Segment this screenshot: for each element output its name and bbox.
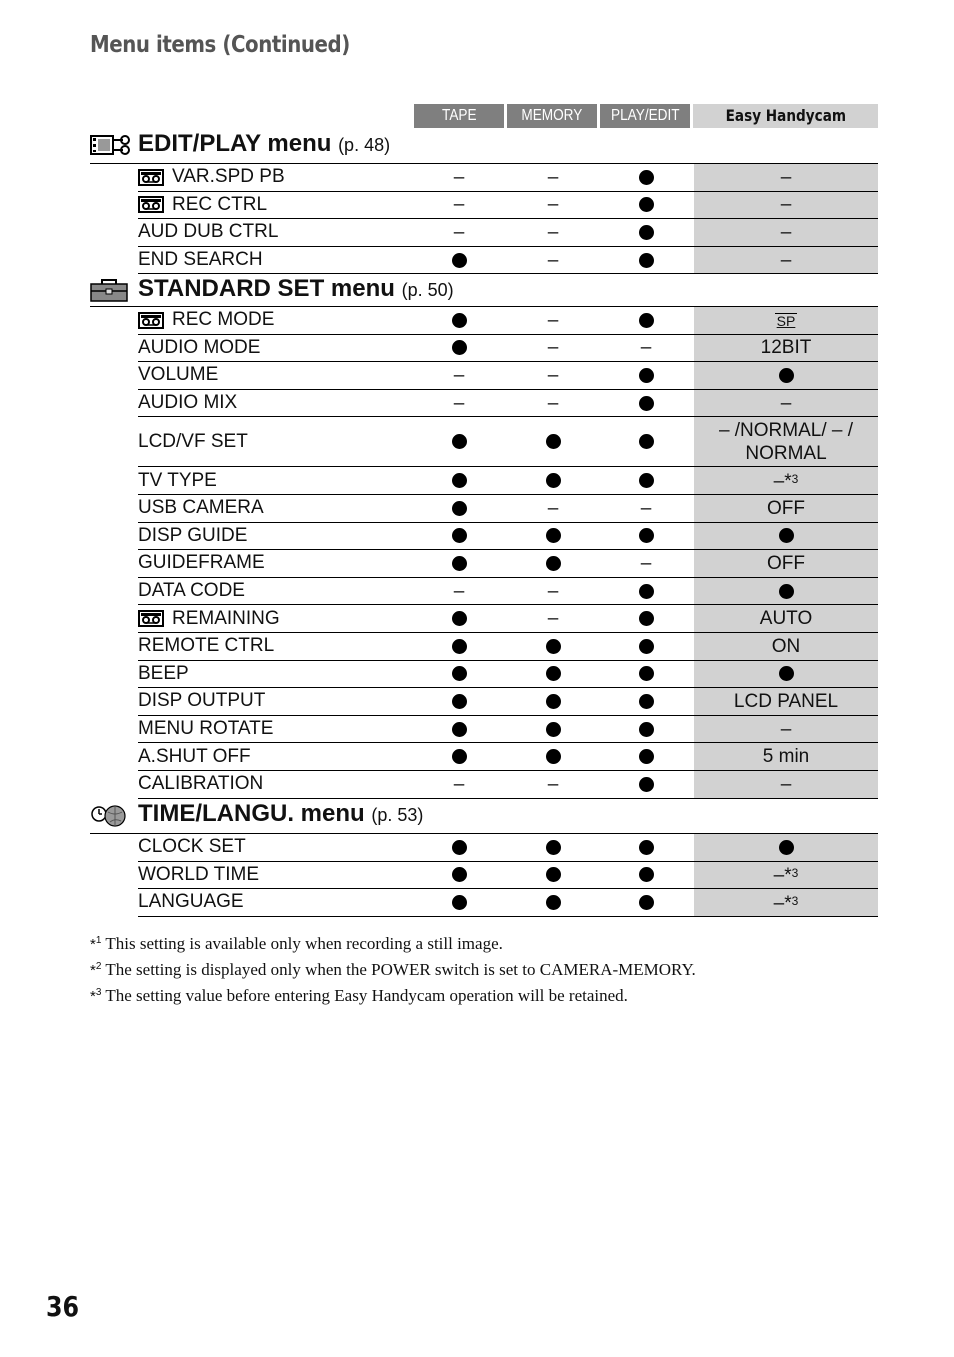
cell-value: – [640, 552, 652, 574]
cell-memory [508, 390, 598, 417]
cell-value: 12BIT [760, 337, 812, 359]
cell-memory [508, 633, 598, 660]
cell-memory [508, 192, 598, 219]
supported-dot [639, 473, 654, 488]
supported-dot [639, 584, 654, 599]
supported-dot [452, 556, 467, 571]
cell-tape [414, 523, 504, 550]
cell-value: – [780, 194, 792, 216]
supported-dot [639, 895, 654, 910]
menu-item-label: REMAINING [172, 607, 280, 629]
cell-value: – [547, 221, 559, 243]
supported-dot [452, 473, 467, 488]
table-row [90, 771, 878, 799]
supported-dot [452, 694, 467, 709]
cell-memory [508, 605, 598, 632]
cell-easy [694, 192, 878, 219]
cell-value: – [640, 497, 652, 519]
menu-item-name [138, 743, 251, 770]
table-row [90, 523, 878, 551]
menu-item-name [138, 834, 246, 861]
cell-memory [508, 661, 598, 688]
supported-dot [639, 197, 654, 212]
toolbox-icon [90, 277, 128, 308]
menu-item-name [138, 523, 247, 550]
supported-dot [546, 867, 561, 882]
supported-dot [452, 867, 467, 882]
supported-dot [639, 777, 654, 792]
cell-easy [694, 164, 878, 191]
section-title [138, 275, 454, 303]
cell-tape [414, 390, 504, 417]
cell-value: – [547, 249, 559, 271]
cell-play-edit [601, 661, 691, 688]
cell-memory [508, 335, 598, 362]
cell-tape [414, 192, 504, 219]
cell-easy [694, 889, 878, 916]
cell-value: – [547, 773, 559, 795]
menu-item-label: REMOTE CTRL [138, 635, 275, 657]
cell-easy [694, 862, 878, 889]
supported-dot [452, 722, 467, 737]
cell-tape [414, 889, 504, 916]
cell-play-edit [601, 550, 691, 577]
cell-easy [694, 523, 878, 550]
supported-dot [639, 170, 654, 185]
menu-item-name [138, 633, 274, 660]
cell-easy [694, 417, 878, 466]
menu-item-label: REC MODE [172, 309, 275, 331]
cell-easy [694, 661, 878, 688]
cell-value: OFF [767, 552, 805, 574]
menu-item-name [138, 862, 259, 889]
supported-dot [639, 666, 654, 681]
row-indent [90, 273, 138, 274]
menu-item-label: CALIBRATION [138, 773, 264, 795]
column-header-easy-handycam: Easy Handycam [693, 104, 878, 128]
menu-item-label: VOLUME [138, 364, 219, 386]
cell-play-edit [601, 523, 691, 550]
section-title-text: TIME/LANGU. menu [138, 800, 365, 827]
cell-tape [414, 661, 504, 688]
cell-value: – /NORMAL/ – / NORMAL [718, 419, 854, 464]
supported-dot [546, 895, 561, 910]
cell-tape [414, 550, 504, 577]
cell-memory [508, 307, 598, 334]
supported-dot [639, 368, 654, 383]
cell-value: – [640, 337, 652, 359]
value-with-footnote: –*$^3$ [773, 865, 799, 887]
cell-tape [414, 578, 504, 605]
table-row [90, 716, 878, 744]
supported-dot [639, 396, 654, 411]
table-row [90, 417, 878, 467]
cell-value: ON [771, 635, 801, 657]
cell-memory [508, 417, 598, 466]
cell-value: AUTO [759, 608, 813, 630]
cell-play-edit [601, 417, 691, 466]
cell-easy [694, 688, 878, 715]
cell-easy [694, 550, 878, 577]
cell-easy [694, 633, 878, 660]
supported-dot [452, 501, 467, 516]
row-indent [90, 798, 138, 799]
supported-dot [452, 749, 467, 764]
cell-play-edit [601, 192, 691, 219]
cassette-tape-icon [138, 169, 164, 186]
cell-easy [694, 605, 878, 632]
column-header-play-edit: PLAY/EDIT [600, 104, 690, 128]
table-row [90, 390, 878, 418]
table-row [90, 661, 878, 689]
supported-dot [452, 840, 467, 855]
menu-item-name [138, 417, 248, 466]
table-row [90, 307, 878, 335]
cell-tape [414, 771, 504, 798]
menu-item-label: TV TYPE [138, 469, 217, 491]
cell-memory [508, 164, 598, 191]
supported-dot [546, 694, 561, 709]
supported-dot [452, 340, 467, 355]
supported-dot [639, 639, 654, 654]
cell-easy [694, 495, 878, 522]
cell-easy [694, 716, 878, 743]
cell-easy [694, 362, 878, 389]
cell-value: – [547, 580, 559, 602]
supported-dot [452, 434, 467, 449]
menu-item-label: AUD DUB CTRL [138, 221, 279, 243]
cell-tape [414, 335, 504, 362]
cell-memory [508, 771, 598, 798]
cell-play-edit [601, 862, 691, 889]
cell-memory [508, 550, 598, 577]
cell-value: – [547, 309, 559, 331]
supported-dot [452, 611, 467, 626]
cassette-tape-icon [138, 312, 164, 329]
supported-dot [779, 528, 794, 543]
menu-item-label: REC CTRL [172, 193, 268, 215]
menu-item-name [138, 192, 267, 219]
menu-item-name [138, 362, 218, 389]
menu-item-label: LANGUAGE [138, 891, 244, 913]
cell-value: – [453, 773, 465, 795]
supported-dot [639, 528, 654, 543]
table-row [90, 550, 878, 578]
cell-memory [508, 743, 598, 770]
cell-tape [414, 495, 504, 522]
supported-dot [639, 722, 654, 737]
table-row [90, 743, 878, 771]
menu-item-name [138, 578, 245, 605]
menu-item-label: CLOCK SET [138, 836, 246, 858]
page-title: Menu items (Continued) [90, 32, 350, 58]
supported-dot [639, 840, 654, 855]
cell-memory [508, 578, 598, 605]
menu-item-label: AUDIO MIX [138, 392, 238, 414]
table-row [90, 834, 878, 862]
menu-item-label: VAR.SPD PB [172, 166, 285, 188]
cell-tape [414, 219, 504, 246]
supported-dot [452, 895, 467, 910]
menu-item-label: MENU ROTATE [138, 718, 274, 740]
cell-tape [414, 362, 504, 389]
supported-dot [452, 528, 467, 543]
cell-easy [694, 335, 878, 362]
cell-tape [414, 633, 504, 660]
clock-globe-icon [90, 802, 128, 833]
supported-dot [546, 434, 561, 449]
cell-memory [508, 523, 598, 550]
menu-item-name [138, 164, 285, 191]
cell-value: – [780, 166, 792, 188]
supported-dot [639, 694, 654, 709]
cell-value: – [453, 364, 465, 386]
cell-memory [508, 495, 598, 522]
value-with-footnote: –*$^3$ [773, 892, 799, 914]
supported-dot [546, 639, 561, 654]
cell-tape [414, 247, 504, 274]
section-title-text: STANDARD SET menu [138, 275, 395, 302]
menu-item-name [138, 390, 237, 417]
cell-value: 5 min [762, 746, 810, 768]
cell-play-edit [601, 688, 691, 715]
cell-play-edit [601, 633, 691, 660]
menu-item-label: BEEP [138, 662, 189, 684]
cell-value: – [453, 194, 465, 216]
menu-item-label: LCD/VF SET [138, 430, 248, 452]
menu-item-label: A.SHUT OFF [138, 745, 251, 767]
supported-dot [779, 368, 794, 383]
menu-item-label: DISP OUTPUT [138, 690, 266, 712]
menu-item-name [138, 889, 244, 916]
cell-value: – [547, 608, 559, 630]
footnote: *$^2$ The setting is displayed only when the POWER switch is set to CAMERA-MEMORY. [90, 960, 696, 979]
cassette-tape-icon [138, 196, 164, 213]
supported-dot [546, 840, 561, 855]
edit-play-menu-icon [90, 132, 132, 163]
table-row [90, 495, 878, 523]
column-header-tape: TAPE [414, 104, 504, 128]
cell-play-edit [601, 390, 691, 417]
section-rows [90, 306, 878, 799]
cell-play-edit [601, 578, 691, 605]
cell-play-edit [601, 219, 691, 246]
footnote: *$^1$ This setting is available only when recording a still image. [90, 934, 503, 953]
cell-easy [694, 247, 878, 274]
menu-item-label: AUDIO MODE [138, 336, 261, 358]
supported-dot [546, 473, 561, 488]
cell-tape [414, 834, 504, 861]
supported-dot [546, 528, 561, 543]
supported-dot [546, 722, 561, 737]
rec-mode-value: SP [776, 312, 796, 329]
menu-item-label: DATA CODE [138, 580, 245, 602]
cell-play-edit [601, 495, 691, 522]
cell-tape [414, 605, 504, 632]
table-row [90, 219, 878, 247]
cell-play-edit [601, 716, 691, 743]
cell-easy [694, 219, 878, 246]
table-row [90, 605, 878, 633]
cell-tape [414, 417, 504, 466]
cell-tape [414, 164, 504, 191]
cell-play-edit [601, 889, 691, 916]
cell-easy [694, 578, 878, 605]
cell-value: – [780, 773, 792, 795]
table-row [90, 578, 878, 606]
cell-value: – [547, 194, 559, 216]
table-row [90, 862, 878, 890]
cell-memory [508, 247, 598, 274]
cell-play-edit [601, 247, 691, 274]
table-row [90, 164, 878, 192]
cell-play-edit [601, 164, 691, 191]
cell-tape [414, 688, 504, 715]
table-row [90, 467, 878, 495]
footnotes [90, 930, 696, 1008]
supported-dot [779, 840, 794, 855]
supported-dot [639, 225, 654, 240]
supported-dot [639, 313, 654, 328]
cell-tape [414, 862, 504, 889]
supported-dot [452, 666, 467, 681]
cell-tape [414, 307, 504, 334]
cell-play-edit [601, 467, 691, 494]
cell-play-edit [601, 307, 691, 334]
cell-play-edit [601, 605, 691, 632]
page-number: 36 [46, 1290, 80, 1323]
cell-memory [508, 834, 598, 861]
section-page-ref: (p. 53) [371, 805, 424, 825]
cell-easy [694, 834, 878, 861]
supported-dot [546, 749, 561, 764]
supported-dot [639, 611, 654, 626]
cell-easy [694, 307, 878, 334]
cell-tape [414, 716, 504, 743]
supported-dot [779, 666, 794, 681]
table-row [90, 889, 878, 917]
cell-value: – [453, 221, 465, 243]
menu-item-name [138, 771, 263, 798]
menu-item-label: END SEARCH [138, 249, 263, 271]
cell-value: – [547, 497, 559, 519]
cell-memory [508, 716, 598, 743]
supported-dot [546, 666, 561, 681]
table-row [90, 192, 878, 220]
table-row [90, 362, 878, 390]
section-page-ref: (p. 48) [338, 135, 391, 155]
column-header-memory: MEMORY [507, 104, 597, 128]
menu-item-name [138, 605, 280, 632]
cell-value: – [547, 364, 559, 386]
menu-item-label: GUIDEFRAME [138, 552, 265, 574]
cell-value: – [780, 392, 792, 414]
supported-dot [639, 749, 654, 764]
cell-value: – [453, 392, 465, 414]
table-row [90, 335, 878, 363]
menu-item-name [138, 688, 265, 715]
cell-play-edit [601, 771, 691, 798]
menu-item-name [138, 661, 189, 688]
cell-memory [508, 889, 598, 916]
cell-easy [694, 743, 878, 770]
cell-memory [508, 688, 598, 715]
section-rows [90, 833, 878, 917]
supported-dot [546, 556, 561, 571]
menu-item-name [138, 247, 263, 274]
supported-dot [452, 313, 467, 328]
section-title [138, 800, 423, 828]
section-rows [90, 163, 878, 274]
menu-item-label: WORLD TIME [138, 863, 260, 885]
cell-easy [694, 390, 878, 417]
cell-tape [414, 743, 504, 770]
supported-dot [779, 584, 794, 599]
cell-play-edit [601, 834, 691, 861]
supported-dot [639, 867, 654, 882]
cell-value: – [780, 221, 792, 243]
menu-item-name [138, 716, 273, 743]
cell-easy [694, 771, 878, 798]
cell-play-edit [601, 743, 691, 770]
value-with-footnote: –*$^3$ [773, 471, 799, 493]
cell-value: – [780, 718, 792, 740]
menu-item-name [138, 495, 264, 522]
cell-tape [414, 467, 504, 494]
cell-memory [508, 467, 598, 494]
supported-dot [639, 253, 654, 268]
cell-value: – [547, 166, 559, 188]
section-page-ref: (p. 50) [401, 280, 454, 300]
cell-value: OFF [767, 497, 805, 519]
supported-dot [639, 434, 654, 449]
cell-memory [508, 362, 598, 389]
menu-item-name [138, 467, 217, 494]
table-row [90, 247, 878, 275]
supported-dot [452, 253, 467, 268]
menu-item-name [138, 219, 278, 246]
cassette-tape-icon [138, 610, 164, 627]
table-row [90, 633, 878, 661]
cell-value: LCD PANEL [733, 690, 839, 712]
cell-value: – [547, 337, 559, 359]
menu-item-name [138, 335, 260, 362]
supported-dot [452, 639, 467, 654]
menu-item-name [138, 550, 265, 577]
cell-play-edit [601, 335, 691, 362]
cell-value: – [780, 249, 792, 271]
menu-item-label: DISP GUIDE [138, 524, 248, 546]
cell-easy [694, 467, 878, 494]
cell-value: – [547, 392, 559, 414]
menu-item-name [138, 307, 274, 334]
cell-value: – [453, 166, 465, 188]
section-title [138, 130, 390, 158]
menu-item-label: USB CAMERA [138, 497, 264, 519]
table-row [90, 688, 878, 716]
cell-memory [508, 219, 598, 246]
cell-play-edit [601, 362, 691, 389]
footnote: *$^3$ The setting value before entering Easy Handycam operation will be retained. [90, 986, 628, 1005]
section-title-text: EDIT/PLAY menu [138, 130, 332, 157]
cell-value: – [453, 580, 465, 602]
row-indent [90, 916, 138, 917]
cell-memory [508, 862, 598, 889]
